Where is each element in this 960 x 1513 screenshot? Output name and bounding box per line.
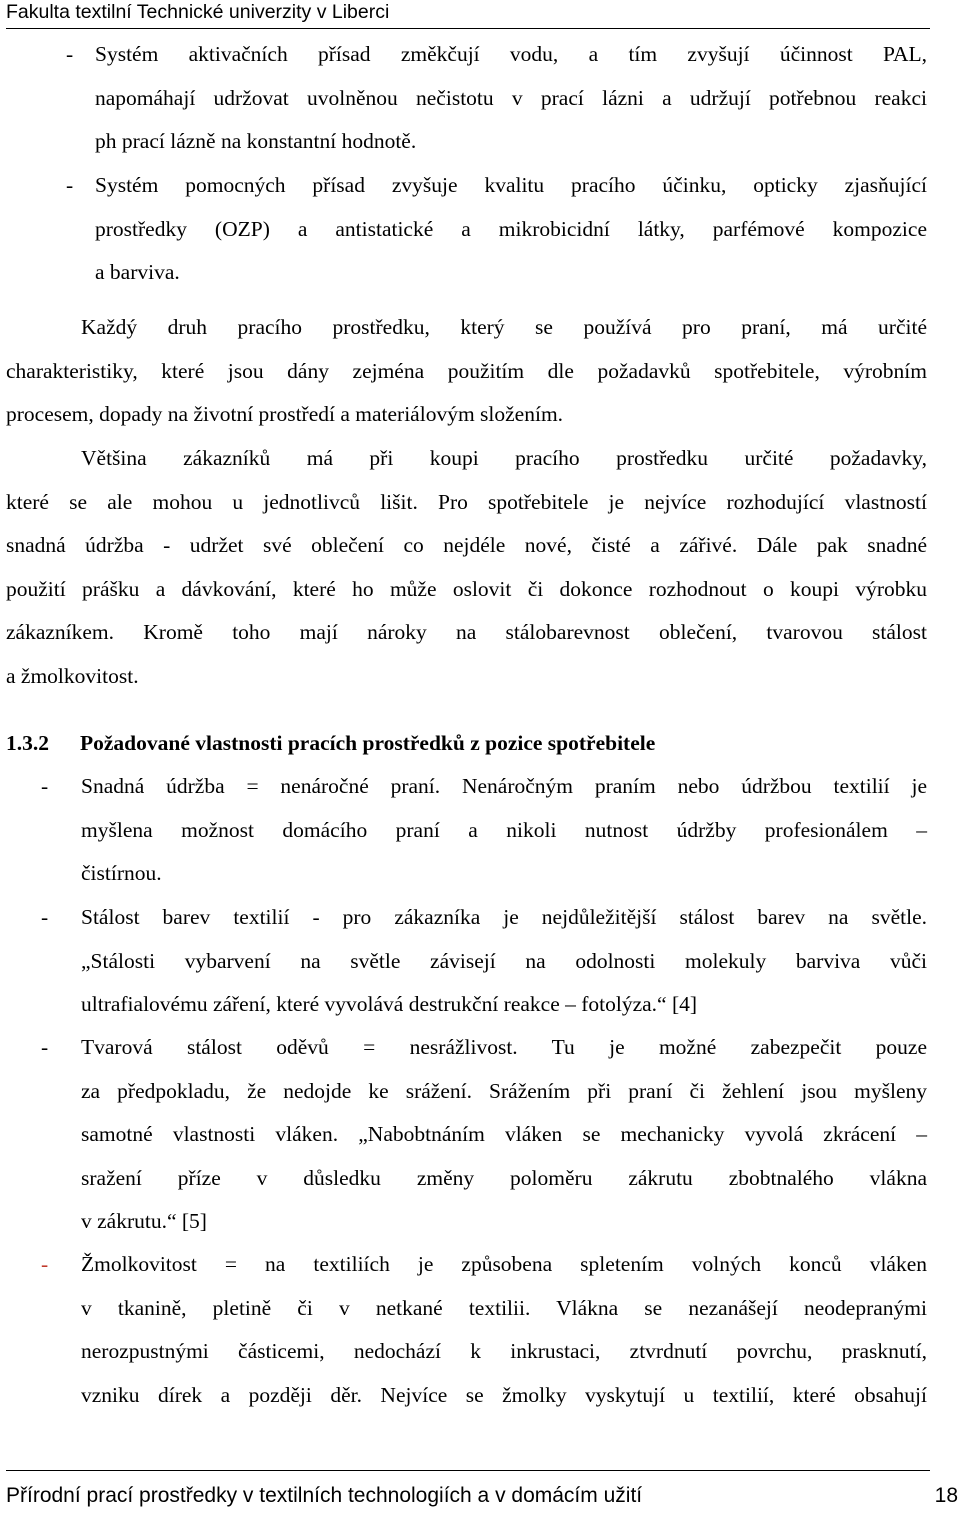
text-line: a žmolkovitost. [6, 663, 139, 688]
list-bullet: - [41, 774, 49, 798]
text-line: Většina zákazníků má při koupi pracího prostředku určité požadavky, [81, 446, 927, 470]
text-line: charakteristiky, které jsou dány zejména použitím dle požadavků spotřebitele, výrobním [6, 358, 927, 383]
text-line: Žmolkovitost = na textiliích je způsobena spletením volných konců vláken [81, 1252, 927, 1276]
text-line: v tkanině, pletině či v netkané textilii. Vlákna se nezanášejí neodepranými [81, 1295, 927, 1320]
text-line: zákazníkem. Kromě toho mají nároky na stálobarevnost oblečení, tvarovou stálost [6, 620, 927, 644]
text-line: Tvarová stálost oděvů = nesrážlivost. Tu je možné zabezpečit pouze [81, 1035, 927, 1059]
text-line: samotné vlastnosti vláken. „Nabobtnáním vláken se mechanicky vyvolá zkrácení – [81, 1122, 927, 1146]
text-line: sražení příze v důsledku změny poloměru zákrutu zbobtnalého vlákna [81, 1165, 927, 1190]
paragraph [6, 437, 927, 698]
paragraph [6, 306, 927, 437]
text-line: za předpokladu, že nedojde ke srážení. Srážením při praní či žehlení jsou myšleny [81, 1078, 927, 1103]
section-number: 1.3.2 [6, 731, 49, 755]
text-line: prostředky (OZP) a antistatické a mikrobicidní látky, parfémové kompozice [95, 216, 927, 241]
footer-divider [6, 1470, 930, 1471]
text-line: ultrafialovému záření, které vyvolává destrukční reakce – fotolýza.“ [4] [81, 992, 698, 1016]
text-line: napomáhají udržovat uvolněnou nečistotu v prací lázni a udržují potřebnou reakci [95, 85, 927, 110]
text-line: Stálost barev textilií - pro zákazníka je nejdůležitější stálost barev na světle. [81, 905, 927, 929]
list-item [95, 164, 927, 295]
list-item [95, 33, 927, 164]
section-title: Požadované vlastnosti pracích prostředků z pozice spotřebitele [80, 731, 656, 755]
text-line: ph prací lázně na konstantní hodnotě. [95, 129, 417, 153]
text-line: nerozpustnými částicemi, nedochází k inkrustaci, ztvrdnutí povrchu, prasknutí, [81, 1339, 927, 1363]
list-item [81, 765, 927, 896]
text-line: čistírnou. [81, 861, 162, 885]
text-line: Každý druh pracího prostředku, který se používá pro praní, má určité [81, 315, 927, 339]
list-bullet: - [41, 1035, 49, 1059]
text-line: procesem, dopady na životní prostředí a materiálovým složením. [6, 402, 564, 426]
page-footer-title: Přírodní prací prostředky v textilních technologiích a v domácím užití [6, 1484, 643, 1507]
text-line: myšlena možnost domácího praní a nikoli nutnost údržby profesionálem – [81, 817, 927, 842]
list-bullet: - [41, 905, 49, 929]
list-item [81, 1026, 927, 1244]
text-line: použití prášku a dávkování, které ho může oslovit či dokonce rozhodnout o koupi výrobku [6, 576, 927, 601]
list-bullet: - [41, 1252, 49, 1276]
section-heading [6, 722, 655, 766]
text-line: vzniku dírek a později děr. Nejvíce se žmolky vyskytují u textilií, které obsahují [81, 1382, 927, 1407]
list-bullet: - [66, 42, 74, 66]
text-line: v zákrutu.“ [5] [81, 1209, 207, 1233]
list-item [81, 1243, 927, 1417]
page-header: Fakulta textilní Technické univerzity v Liberci [6, 1, 390, 23]
list-bullet: - [66, 173, 74, 197]
page-number: 18 [934, 1484, 958, 1507]
text-line: které se ale mohou u jednotlivců lišit. Pro spotřebitele je nejvíce rozhodující vlastností [6, 489, 927, 514]
text-line: Systém pomocných přísad zvyšuje kvalitu pracího účinku, opticky zjasňující [95, 173, 927, 197]
list-item [81, 896, 927, 1027]
text-line: snadná údržba - udržet své oblečení co nejdéle nové, čisté a zářivé. Dále pak snadné [6, 533, 927, 557]
text-line: „Stálosti vybarvení na světle závisejí na odolnosti molekuly barviva vůči [81, 948, 927, 973]
text-line: a barviva. [95, 260, 180, 284]
text-line: Systém aktivačních přísad změkčují vodu, a tím zvyšují účinnost PAL, [95, 42, 927, 66]
header-divider [6, 28, 930, 29]
text-line: Snadná údržba = nenáročné praní. Nenáročným praním nebo údržbou textilií je [81, 774, 927, 798]
